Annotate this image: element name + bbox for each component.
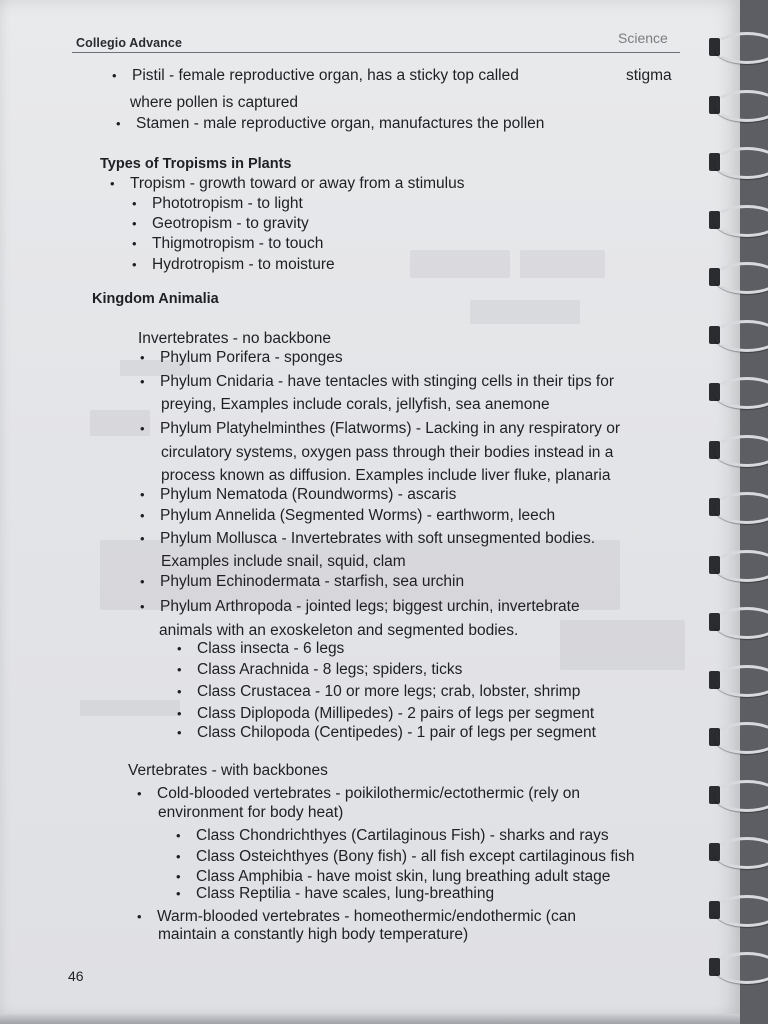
bleed-through-mark — [520, 250, 605, 278]
spiral-ring — [714, 205, 768, 237]
text-line: Class Chondrichthyes (Cartilaginous Fish) - sharks and rays — [196, 827, 609, 844]
bullet-marker: • — [137, 909, 142, 924]
bleed-through-mark — [410, 250, 510, 278]
bullet-marker: • — [112, 68, 117, 83]
bullet-marker: • — [176, 849, 181, 864]
bullet-marker: • — [177, 725, 182, 740]
text-line: Class Arachnida - 8 legs; spiders, ticks — [197, 661, 463, 678]
text-line: Examples include snail, squid, clam — [161, 553, 406, 570]
text-line: stigma — [626, 67, 672, 84]
bullet-marker: • — [176, 886, 181, 901]
text-line: Phylum Mollusca - Invertebrates with soft unsegmented bodies. — [160, 530, 596, 547]
bullet-marker: • — [177, 662, 182, 677]
bullet-marker: • — [177, 684, 182, 699]
bullet-marker: • — [140, 599, 145, 614]
text-line: Geotropism - to gravity — [152, 215, 309, 232]
bullet-marker: • — [137, 786, 142, 801]
text-line: Phylum Platyhelminthes (Flatworms) - Lacking in any respiratory or — [160, 420, 620, 437]
text-line: Phylum Nematoda (Roundworms) - ascaris — [160, 486, 457, 503]
text-line: environment for body heat) — [158, 804, 344, 821]
spiral-ring — [714, 550, 768, 582]
text-line: Invertebrates - no backbone — [138, 330, 332, 347]
bullet-marker: • — [140, 531, 145, 546]
bullet-marker: • — [140, 421, 145, 436]
text-line: Class Osteichthyes (Bony fish) - all fish except cartilaginous fish — [196, 848, 635, 865]
spiral-ring — [714, 895, 768, 927]
text-line: Class Amphibia - have moist skin, lung breathing adult stage — [196, 868, 611, 885]
section-heading: Types of Tropisms in Plants — [100, 156, 292, 172]
bullet-marker: • — [132, 216, 137, 231]
bullet-marker: • — [140, 574, 145, 589]
text-line: Phylum Porifera - sponges — [160, 349, 343, 366]
page-bottom-edge — [0, 1014, 740, 1024]
text-line: Class Diplopoda (Millipedes) - 2 pairs of legs per segment — [197, 705, 595, 722]
text-line: Phylum Arthropoda - jointed legs; biggest urchin, invertebrate — [160, 598, 580, 615]
text-line: Hydrotropism - to moisture — [152, 256, 335, 273]
text-line: Phylum Annelida (Segmented Worms) - earthworm, leech — [160, 507, 556, 524]
bleed-through-mark — [470, 300, 580, 324]
text-line: Tropism - growth toward or away from a stimulus — [130, 175, 465, 192]
header-divider — [72, 52, 680, 53]
text-line: where pollen is captured — [130, 94, 299, 111]
text-line: Thigmotropism - to touch — [152, 235, 324, 252]
bullet-marker: • — [116, 116, 121, 131]
spiral-ring — [714, 780, 768, 812]
text-line: Phototropism - to light — [152, 195, 303, 212]
text-line: Vertebrates - with backbones — [128, 762, 328, 779]
bullet-marker: • — [132, 257, 137, 272]
bullet-marker: • — [176, 828, 181, 843]
text-line: Class Crustacea - 10 or more legs; crab, lobster, shrimp — [197, 683, 581, 700]
bullet-marker: • — [110, 176, 115, 191]
text-line: Stamen - male reproductive organ, manufactures the pollen — [136, 115, 545, 132]
header-subject: Science — [618, 30, 668, 46]
bullet-marker: • — [177, 641, 182, 656]
bleed-through-mark — [80, 700, 180, 716]
spiral-ring — [714, 90, 768, 122]
spiral-ring — [714, 320, 768, 352]
text-line: Class Chilopoda (Centipedes) - 1 pair of legs per segment — [197, 724, 596, 741]
text-line: Phylum Cnidaria - have tentacles with stinging cells in their tips for — [160, 373, 615, 390]
header-brand: Collegio Advance — [76, 36, 183, 50]
spiral-ring — [714, 435, 768, 467]
bullet-marker: • — [132, 236, 137, 251]
bullet-marker: • — [140, 487, 145, 502]
text-line: Phylum Echinodermata - starfish, sea urchin — [160, 573, 465, 590]
text-line: Class insecta - 6 legs — [197, 640, 345, 657]
bullet-marker: • — [140, 508, 145, 523]
bleed-through-mark — [560, 620, 685, 670]
text-line: maintain a constantly high body temperature) — [158, 926, 469, 943]
text-line: Warm-blooded vertebrates - homeothermic/endothermic (can — [157, 908, 576, 925]
bullet-marker: • — [177, 706, 182, 721]
text-line: circulatory systems, oxygen pass through their bodies instead in a — [161, 444, 614, 461]
text-line: animals with an exoskeleton and segmented bodies. — [159, 622, 519, 639]
text-line: Pistil - female reproductive organ, has a sticky top called — [132, 67, 519, 84]
bullet-marker: • — [176, 869, 181, 884]
text-line: process known as diffusion. Examples include liver fluke, planaria — [161, 467, 611, 484]
text-line: Cold-blooded vertebrates - poikilothermic/ectothermic (rely on — [157, 785, 580, 802]
section-heading: Kingdom Animalia — [92, 291, 219, 307]
spiral-ring — [714, 665, 768, 697]
text-line: preying, Examples include corals, jellyfish, sea anemone — [161, 396, 550, 413]
bullet-marker: • — [140, 350, 145, 365]
page-number: 46 — [68, 968, 84, 984]
text-line: Class Reptilia - have scales, lung-breathing — [196, 885, 495, 902]
bullet-marker: • — [132, 196, 137, 211]
bullet-marker: • — [140, 374, 145, 389]
